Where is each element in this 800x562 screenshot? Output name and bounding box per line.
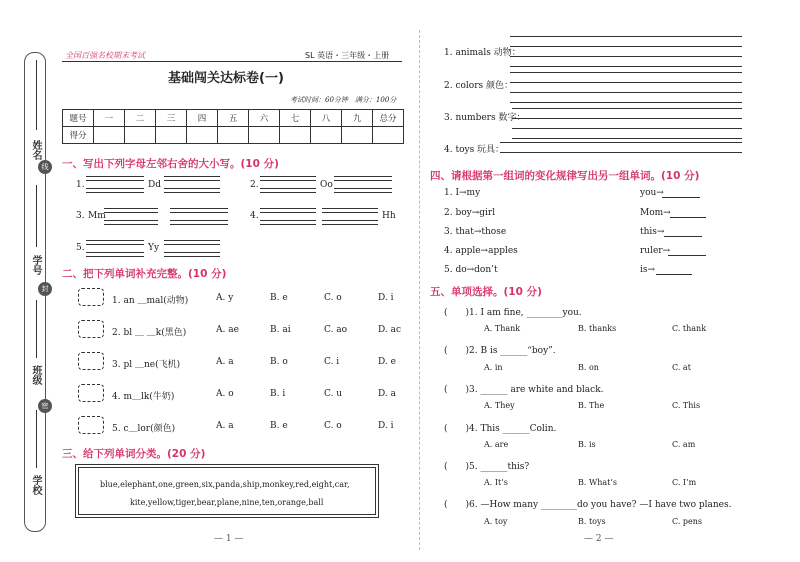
s2-q4-opt-a: A. o bbox=[216, 389, 234, 399]
s2-q1-opt-c: C. o bbox=[324, 293, 342, 303]
s4-answer-line[interactable] bbox=[662, 197, 700, 198]
s2-q1: 1. an ＿mal(动物) bbox=[112, 296, 189, 306]
cat-numbers-label: 3. numbers 数字： bbox=[444, 113, 526, 123]
cat-line[interactable] bbox=[510, 56, 742, 57]
s1-answer-line[interactable] bbox=[322, 220, 378, 225]
cat-line[interactable] bbox=[510, 66, 742, 67]
seal-mark-1: 线 bbox=[38, 160, 52, 174]
s5-q1: ( )1. I am fine, ________you. bbox=[444, 308, 582, 318]
s1-answer-line[interactable] bbox=[334, 188, 392, 193]
section1-title: 一、写出下列字母左邻右舍的大小写。(10 分) bbox=[62, 158, 279, 170]
section4-title: 四、请根据第一组词的变化规律写出另一组单词。(10 分) bbox=[430, 170, 700, 182]
cat-line[interactable] bbox=[512, 118, 742, 119]
section2-title: 二、把下列单词补充完整。(10 分) bbox=[62, 268, 227, 280]
edition-text: SL 英语・三年级・上册 bbox=[305, 51, 390, 60]
s2-q5-opt-c: C. o bbox=[324, 421, 342, 431]
score-cell[interactable] bbox=[373, 127, 404, 144]
s4-answer-line[interactable] bbox=[668, 255, 706, 256]
s5-q1-opt-b: B. thanks bbox=[578, 324, 617, 333]
s2-q4-opt-c: C. u bbox=[324, 389, 343, 399]
s1-item5-num: 5. bbox=[76, 243, 85, 253]
cat-line[interactable] bbox=[500, 152, 742, 153]
s1-answer-line[interactable] bbox=[104, 208, 158, 213]
s4-row3-left: 3. that→those bbox=[444, 227, 507, 237]
class-label: 班级 bbox=[30, 365, 41, 385]
s2-q2: 2. bl ＿ ＿k(黑色) bbox=[112, 328, 187, 338]
cat-line[interactable] bbox=[510, 72, 742, 73]
s5-q4: ( )4. This ______Colin. bbox=[444, 424, 557, 434]
s2-q2-opt-a: A. ae bbox=[216, 325, 239, 335]
s5-q3-opt-b: B. The bbox=[578, 401, 605, 410]
s5-q6-opt-b: B. toys bbox=[578, 517, 606, 526]
score-header-cell: 四 bbox=[187, 110, 218, 127]
s5-q3-opt-c: C. This bbox=[672, 401, 701, 410]
answer-box[interactable] bbox=[78, 416, 104, 434]
s5-q3-opt-a: A. They bbox=[484, 401, 515, 410]
cat-line[interactable] bbox=[510, 102, 742, 103]
score-header-cell: 一 bbox=[94, 110, 125, 127]
cat-colors-label: 2. colors 颜色： bbox=[444, 81, 513, 91]
score-cell[interactable] bbox=[125, 127, 156, 144]
s4-row2-left: 2. boy→girl bbox=[444, 208, 496, 218]
s2-q1-opt-b: B. e bbox=[270, 293, 288, 303]
s5-q4-opt-c: C. am bbox=[672, 440, 696, 449]
score-cell[interactable] bbox=[94, 127, 125, 144]
page-number-left: — 1 — bbox=[214, 534, 244, 544]
cat-animals-label: 1. animals 动物： bbox=[444, 48, 521, 58]
school-line bbox=[36, 410, 37, 468]
s1-answer-line[interactable] bbox=[86, 252, 144, 257]
page-divider bbox=[419, 30, 420, 550]
score-table bbox=[62, 109, 404, 144]
score-header-cell: 六 bbox=[249, 110, 280, 127]
seal-mark-2: 封 bbox=[38, 282, 52, 296]
class-line bbox=[36, 300, 37, 358]
s5-q6-opt-c: C. pens bbox=[672, 517, 703, 526]
seal-mark-3: 密 bbox=[38, 399, 52, 413]
s2-q5-opt-d: D. i bbox=[378, 421, 394, 431]
s1-answer-line[interactable] bbox=[322, 208, 378, 213]
answer-box[interactable] bbox=[78, 288, 104, 306]
s2-q4-opt-d: D. a bbox=[378, 389, 396, 399]
s5-q6: ( )6. —How many ________do you have? —I have two planes. bbox=[444, 500, 732, 510]
s5-q2-opt-c: C. at bbox=[672, 363, 691, 372]
s1-answer-line[interactable] bbox=[86, 240, 144, 245]
id-line bbox=[36, 185, 37, 247]
school-label: 学校 bbox=[30, 475, 41, 495]
score-header-cell: 二 bbox=[125, 110, 156, 127]
s4-answer-line[interactable] bbox=[656, 274, 692, 275]
s4-row4-right: ruler→ bbox=[640, 246, 671, 256]
s1-answer-line[interactable] bbox=[164, 176, 220, 181]
s5-q4-opt-a: A. are bbox=[484, 440, 509, 449]
s1-answer-line[interactable] bbox=[104, 220, 158, 225]
score-cell[interactable] bbox=[249, 127, 280, 144]
s2-q3-opt-d: D. e bbox=[378, 357, 396, 367]
cat-line[interactable] bbox=[510, 92, 742, 93]
s1-item5-letter: Yy bbox=[148, 243, 160, 253]
score-row bbox=[63, 127, 404, 144]
score-cell[interactable] bbox=[156, 127, 187, 144]
s5-q6-opt-a: A. toy bbox=[484, 517, 508, 526]
s1-answer-line[interactable] bbox=[260, 208, 316, 213]
answer-box[interactable] bbox=[78, 384, 104, 402]
s2-q1-opt-d: D. i bbox=[378, 293, 394, 303]
s1-answer-line[interactable] bbox=[260, 188, 316, 193]
score-header-row bbox=[63, 110, 404, 127]
s5-q2-opt-a: A. in bbox=[484, 363, 503, 372]
student-id-label: 学号 bbox=[30, 255, 41, 275]
s1-answer-line[interactable] bbox=[170, 208, 228, 213]
s5-q5-opt-c: C. I’m bbox=[672, 478, 697, 487]
s1-answer-line[interactable] bbox=[86, 176, 144, 181]
answer-box[interactable] bbox=[78, 352, 104, 370]
s4-answer-line[interactable] bbox=[670, 217, 706, 218]
s1-item4-letter: Hh bbox=[382, 211, 396, 221]
header-rule bbox=[62, 61, 402, 62]
page-title: 基础闯关达标卷(一) bbox=[168, 71, 284, 86]
s5-q4-opt-b: B. is bbox=[578, 440, 596, 449]
score-row-label: 得分 bbox=[63, 127, 94, 144]
s2-q2-opt-d: D. ac bbox=[378, 325, 402, 335]
s5-q5: ( )5. ______this? bbox=[444, 462, 530, 472]
score-header-cell: 五 bbox=[218, 110, 249, 127]
s1-item2-letter: Oo bbox=[320, 180, 333, 190]
cat-line[interactable] bbox=[512, 108, 742, 109]
s2-q3-opt-a: A. a bbox=[216, 357, 234, 367]
s5-q2: ( )2. B is ______“boy”. bbox=[444, 346, 556, 356]
s1-item2-num: 2. bbox=[250, 180, 259, 190]
score-header-cell: 三 bbox=[156, 110, 187, 127]
s1-item3-num: 3. bbox=[76, 211, 85, 221]
s5-q1-opt-c: C. thank bbox=[672, 324, 707, 333]
s4-row3-right: this→ bbox=[640, 227, 665, 237]
section3-title: 三、给下列单词分类。(20 分) bbox=[62, 448, 206, 460]
s1-item1-num: 1. bbox=[76, 180, 85, 190]
s1-item4-num: 4. bbox=[250, 211, 259, 221]
s2-q2-opt-c: C. ao bbox=[324, 325, 348, 335]
s4-row1-left: 1. I→my bbox=[444, 188, 481, 198]
s1-answer-line[interactable] bbox=[164, 240, 220, 245]
s2-q5-opt-a: A. a bbox=[216, 421, 234, 431]
s4-row1-right: you→ bbox=[640, 188, 664, 198]
answer-box[interactable] bbox=[78, 320, 104, 338]
s2-q5-opt-b: B. e bbox=[270, 421, 288, 431]
s1-answer-line[interactable] bbox=[334, 176, 392, 181]
cat-line[interactable] bbox=[500, 142, 742, 143]
word-bank-line2: kite,yellow,tiger,bear,plane,nine,ten,orange,ball bbox=[130, 498, 324, 507]
s1-answer-line[interactable] bbox=[260, 176, 316, 181]
exam-info: 考试时间：60分钟 满分：100分 bbox=[290, 96, 397, 104]
score-header-cell: 七 bbox=[280, 110, 311, 127]
s5-q3: ( )3. ______ are white and black. bbox=[444, 385, 604, 395]
cat-line[interactable] bbox=[510, 82, 742, 83]
s2-q3-opt-c: C. i bbox=[324, 357, 340, 367]
score-header-cell: 总分 bbox=[373, 110, 404, 127]
score-cell[interactable] bbox=[218, 127, 249, 144]
s1-answer-line[interactable] bbox=[86, 188, 144, 193]
score-header-cell: 题号 bbox=[63, 110, 94, 127]
s2-q5: 5. c＿lor(颜色) bbox=[112, 424, 176, 434]
cat-line[interactable] bbox=[510, 36, 742, 37]
s1-answer-line[interactable] bbox=[164, 188, 220, 193]
s2-q2-opt-b: B. ai bbox=[270, 325, 291, 335]
s5-q5-opt-a: A. It’s bbox=[484, 478, 508, 487]
cat-line[interactable] bbox=[512, 138, 742, 139]
score-cell[interactable] bbox=[342, 127, 373, 144]
name-line bbox=[36, 60, 37, 130]
cat-line[interactable] bbox=[510, 46, 742, 47]
s5-q2-opt-b: B. on bbox=[578, 363, 599, 372]
s2-q3-opt-b: B. o bbox=[270, 357, 288, 367]
s4-answer-line[interactable] bbox=[664, 236, 702, 237]
word-bank-line1: blue,elephant,one,green,six,panda,ship,monkey,red,eight,car, bbox=[100, 480, 350, 489]
s1-item1-letter: Dd bbox=[148, 180, 161, 190]
s2-q4: 4. m＿lk(牛奶) bbox=[112, 392, 175, 402]
s1-answer-line[interactable] bbox=[164, 252, 220, 257]
s4-row4-left: 4. apple→apples bbox=[444, 246, 518, 256]
brand-text: 全国百强名校期末考试 bbox=[65, 51, 145, 60]
s4-row5-left: 5. do→don’t bbox=[444, 265, 498, 275]
s1-answer-line[interactable] bbox=[260, 220, 316, 225]
score-cell[interactable] bbox=[280, 127, 311, 144]
s2-q3: 3. pl ＿ne(飞机) bbox=[112, 360, 181, 370]
s2-q1-opt-a: A. y bbox=[216, 293, 234, 303]
s5-q5-opt-b: B. What’s bbox=[578, 478, 617, 487]
s1-item3-letter: Mm bbox=[88, 211, 106, 221]
name-label: 姓名 bbox=[30, 140, 41, 160]
cat-toys-label: 4. toys 玩具： bbox=[444, 145, 505, 155]
cat-line[interactable] bbox=[512, 128, 742, 129]
score-cell[interactable] bbox=[311, 127, 342, 144]
section5-title: 五、单项选择。(10 分) bbox=[430, 286, 542, 298]
score-cell[interactable] bbox=[187, 127, 218, 144]
s4-row5-right: is→ bbox=[640, 265, 656, 275]
score-header-cell: 八 bbox=[311, 110, 342, 127]
word-bank-box bbox=[78, 467, 376, 515]
s2-q4-opt-b: B. i bbox=[270, 389, 286, 399]
s5-q1-opt-a: A. Thank bbox=[484, 324, 521, 333]
page-number-right: — 2 — bbox=[584, 534, 614, 544]
score-header-cell: 九 bbox=[342, 110, 373, 127]
s1-answer-line[interactable] bbox=[170, 220, 228, 225]
s4-row2-right: Mom→ bbox=[640, 208, 671, 218]
